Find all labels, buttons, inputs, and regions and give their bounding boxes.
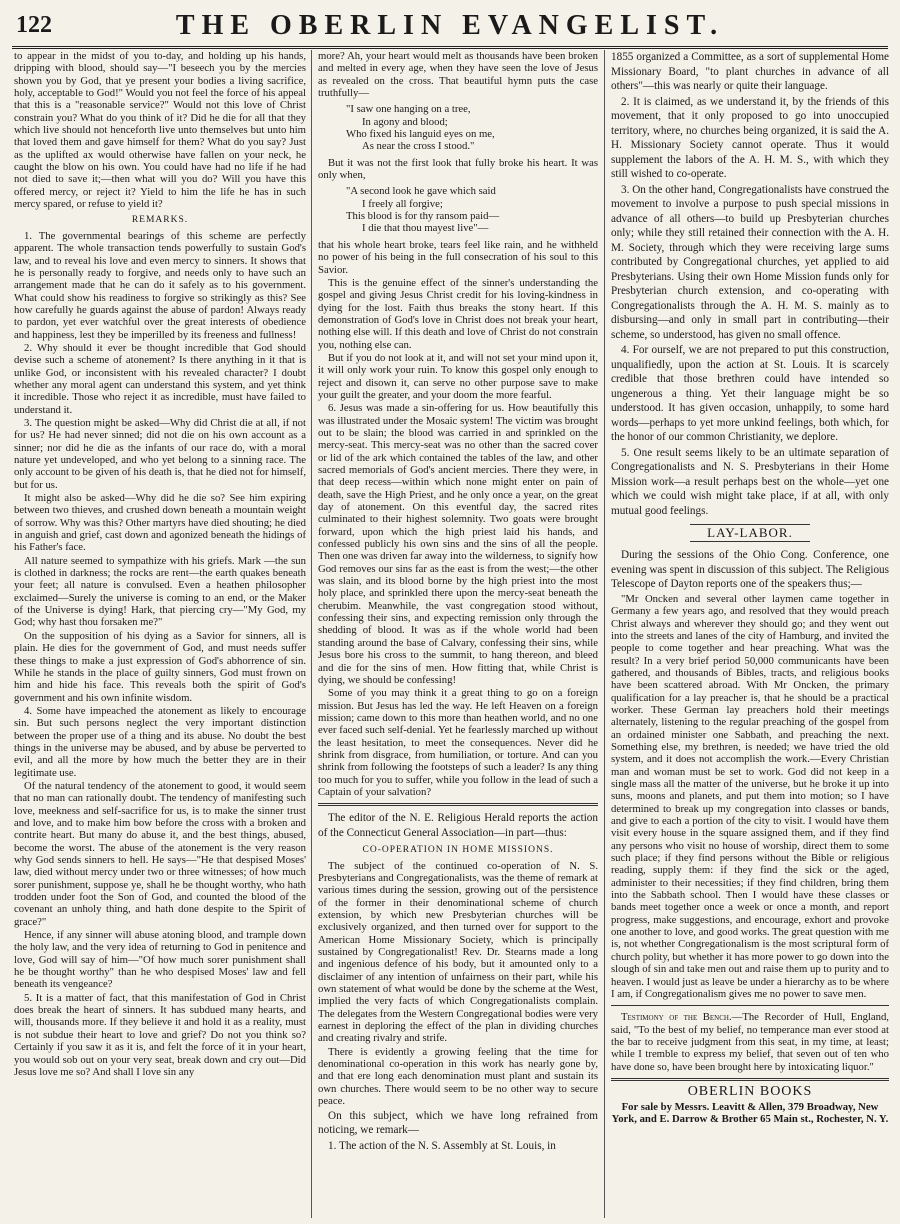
paragraph: 3. On the other hand, Congregationalists have construed the movement to involve a purpose to push special missions in advance of all others—to build up Presbyterian churches only; while they still retained their connection with the A. H. M. Society, through which they were receiving large sums contributed by Congregational churches, yet applied to aid Presbyterians. Using their own Home Mission funds only for Presbyterian church extension, and co-operating with Congregationalists through the A. H. M. S. mainly as to disbursing—and only in small part in contributing—their scheme, so understood, has given no small offence. bbox=[611, 183, 889, 341]
paragraph: Hence, if any sinner will abuse atoning blood, and trample down the holy law, and the very idea of returning to God in penitence and love, God will say of him—"Of how much sorer punishment shall he be thought worthy" than he who despised Moses' law and fell beneath its vengeance? bbox=[14, 929, 306, 991]
verse-line: This blood is for thy ransom paid— bbox=[346, 210, 500, 223]
cooperation-heading: CO-OPERATION IN HOME MISSIONS. bbox=[362, 845, 554, 856]
paragraph: 1855 organized a Committee, as a sort of supplemental Home Missionary Board, "to plant churches in advance of all others"—this was nearly or quite their language. bbox=[611, 51, 889, 92]
paragraph: On this subject, which we have long refrained from noticing, we remark— bbox=[318, 1109, 598, 1136]
testimony-title: Testimony of the Bench. bbox=[621, 1011, 732, 1024]
hymn-verse-1 bbox=[318, 103, 598, 152]
page-number: 122 bbox=[16, 12, 52, 38]
paragraph: On the supposition of his dying as a Savior for sinners, all is plain. He dies for the government of God, and must needs suffer these things to make a just expression of God's abhorrence of sin. While he stands in the place of guilty sinners, God must frown on him and hide his face. This reveals both the spirit of God's government and his own infinite wisdom. bbox=[14, 629, 306, 704]
testimony-text: —The Recorder of Hull, England, said, "To the best of my belief, no temperance man ever stood at the bar to receive judgment from this seat, in my time, at least; while I tremble to express my belief, that seven out of ten who have done so, have been brought here by intoxicating liquor." bbox=[611, 1011, 889, 1073]
oberlin-books-notice: For sale by Messrs. Leavitt & Allen, 379 Broadway, New York, and E. Darrow & Brother 65 Main st., Rochester, N. Y. bbox=[611, 1101, 889, 1126]
column-divider bbox=[311, 50, 312, 1218]
paragraph: 2. Why should it ever be thought incredible that God should devise such a scheme of atonement? Is there anything in it that is unlike God, or inconsistent with his revealed character? I doubt whether any moral agent can understand this system, and yet think it incredible. Those who reject it as incredible, must have failed to understand it. bbox=[14, 341, 306, 416]
verse-line: I die that thou mayest live"— bbox=[362, 222, 489, 235]
paragraph: 5. One result seems likely to be an ultimate separation of Congregationalists and N. S. Presbyterians in their Home Mission work—a result perhaps best on the whole—yet one which we could wish might take place, if at all, with only mutual good feelings. bbox=[611, 446, 889, 517]
verse-line: In agony and blood; bbox=[362, 115, 448, 128]
paragraph: During the sessions of the Ohio Cong. Conference, one evening was spent in discussion of this subject. The Religious Telescope of Dayton reports one of the speakers thus;— bbox=[611, 549, 889, 591]
section-rule bbox=[318, 803, 598, 806]
paragraph: that his whole heart broke, tears feel like rain, and he withheld no power of his being in the full consecration of his soul to this Savior. bbox=[318, 238, 598, 276]
testimony-paragraph bbox=[611, 1011, 889, 1073]
column-2 bbox=[318, 50, 598, 1218]
verse-line: "A second look he gave which said bbox=[346, 185, 496, 198]
lay-labor-heading: LAY-LABOR. bbox=[690, 524, 810, 542]
paragraph: All nature seemed to sympathize with his griefs. Mark —the sun is clothed in darkness; the rocks are rent—the earth quakes beneath your feet; all nature is convulsed. Even a heathen philosopher exclaimed—Surely the universe is coming to an end, or the Maker of the Universe is dying! Hark, that piercing cry—"My God, my God; why hast thou forsaken me?" bbox=[14, 554, 306, 629]
paragraph: 1. The action of the N. S. Assembly at St. Louis, in bbox=[328, 1139, 556, 1152]
paragraph: There is evidently a growing feeling that the time for denominational co-operation in this work has nearly gone by, and that ere long each denomination must plant and sustain its own churches. There would seem to be no other way to secure peace. bbox=[318, 1045, 598, 1108]
paragraph: The subject of the continued co-operation of N. S. Presbyterians and Congregationalists, was the theme of remark at various times during the session, growing out of the persistence of the former in their denominational scheme of church extension, by which new Presbyterian churches will be exclusively organized, and then turned over for support to the American Home Missionary Society, which is principally sustained by Congregationalist! Rev. Dr. Stearns made a long and ingenious defence of his body, but it amounted only to a disclaimer of any intention of unfairness on their part, while his own statement of what would be done by the scheme at the West, implied the very facts of which Congregationalists complain. The delegates from the Western Congregational bodies were very earnest in deploring the effect of the plan in dividing churches and creating rivalry and strife. bbox=[318, 859, 598, 1045]
section-rule bbox=[611, 1078, 889, 1081]
paragraph: 5. It is a matter of fact, that this manifestation of God in Christ does break the heart of sinners. It has subdued many hearts, and will, thousands more. If they believe it and hold it as a reality, must is not subdue their heart to love and grief? Do not you think so? Certainly if you saw it as it is, and felt the force of it in your heart, you would sob out on your very seat, break down and cry out—Did Jesus love me so? And shall I love sin any bbox=[14, 991, 306, 1078]
newspaper-title: THE OBERLIN EVANGELIST. bbox=[175, 10, 725, 41]
column-3 bbox=[611, 50, 889, 1218]
paragraph: Of the natural tendency of the atonement to good, it would seem that no man can rationally doubt. The tendency of manifesting such love, meekness and self-sacrifice for us, is to make the sinner trust and love, and to make him bow before the cross with a broken and contrite heart. But many do abuse it, and the best things, abused, become the worst. The abuse of the atonement is the very reason why God sends sinners to hell. He says—"He that despised Moses' law, died without mercy under two or three witnesses; of how much sorer punishment, suppose ye, shall he be thought worthy, who hath trodden under foot the Son of God, and counted the blood of the covenant an unholy thing, and hath done despite to the Spirit of grace?" bbox=[14, 779, 306, 928]
hymn-verse-2 bbox=[318, 185, 598, 234]
paragraph: The editor of the N. E. Religious Herald reports the action of the Connecticut General Association—in part—thus: bbox=[318, 812, 598, 839]
verse-line: Who fixed his languid eyes on me, bbox=[346, 128, 495, 141]
paragraph: 6. Jesus was made a sin-offering for us. How beautifully this was illustrated under the Mosaic system! The victim was brought out to be slain; the blood was carried in and sprinkled on the mercy-seat. This mercy-seat was no other than the sacred cover or lid of the ark which contained the tables of the law, and other sacred memorials of God's ancient mercies. There they were, in that deep recess—within which none might enter on pain of death, save the High Priest, and he only once a year, on the great day of atonement. On this eventful day, the sacred rites culminated to their highest solemnity. Two goats were brought forward, upon which the high priest laid his hands, and confessed publicly his own sins and the sins of all the people. Then one was driven far away into the wilderness, to signify how God removes our sins far as the east is from the west;—the other was slain, and its blood borne by the high priest into the most holy place, and sprinkled there upon the mercy-seat beneath the cherubim. Meanwhile, the vast congregation stood without, confessing their sins, and expecting remission only through the shedding of blood. It was as if the whole world had been standing around the base of Calvary, confessing their sins, while Jesus bore his cross to the summit, to hang thereon, and bleed and die for the sins of men. How fitting that, while Christ is dying, we should be confessing! bbox=[318, 402, 598, 686]
paragraph: This is the genuine effect of the sinner's understanding the gospel and giving Jesus Christ credit for his loving-kindness in dying for the lost. Faith thus breaks the stony heart. If this demonstration of God's love in Christ does not break your heart, nothing else will. If this death and love of Christ do not constrain you, nothing else can. bbox=[318, 276, 598, 351]
section-rule bbox=[611, 1005, 889, 1006]
paragraph: to appear in the midst of you to-day, and holding up his hands, dripping with blood, should say—"I beseech you by the mercies shown you by God, that ye present your bodies a living sacrifice, holy, acceptable to God!" Would you not feel the force of his appeal that this is a "reasonable service?" Would not this love of Christ constrain you? What do you think of it? Did he die for all that they which live should not henceforth live unto themselves but unto him that loved them and gave himself for them? What do you say? Just as the uplifted ax would otherwise have fallen on your neck, he caught the blow on his own. You could have had no life if he had not died to save it;—then what will you do? Will you have this offered mercy, or reject it? Yield to him the life he has in such mercy spared, or refuse to yield it? bbox=[14, 50, 306, 211]
oberlin-books-heading: OBERLIN BOOKS bbox=[687, 1083, 813, 1099]
paragraph: 3. The question might be asked—Why did Christ die at all, if not for us? He had never sinned; did not die on his own account as a sinner; nor did he die as the infants of our race do, with a moral nature yet undeveloped, and who yet belong to a sinning race. The only account to be given of his death is, that he died not for himself, but for us. bbox=[14, 416, 306, 491]
paragraph: 2. It is claimed, as we understand it, by the friends of this movement, that it only proposed to go into unoccupied territory, where, no churches being organized, it is said the A. H. Missionary Society cannot operate. Thus it would supplement the labors of the A. H. M. S., with which they still wished to co-operate. bbox=[611, 95, 889, 180]
verse-line: I freely all forgive; bbox=[362, 197, 443, 210]
verse-line: "I saw one hanging on a tree, bbox=[346, 103, 471, 116]
paragraph: more? Ah, your heart would melt as thousands have been broken and melted in every age, when they have seen the love of Jesus as revealed on the cross. That beautiful hymn puts the case truthfully— bbox=[318, 50, 598, 100]
masthead-rule bbox=[12, 46, 888, 49]
paragraph: But if you do not look at it, and will not set your mind upon it, it will only work your ruin. To know this gospel only enough to reject and disown it, can serve no other purpose save to make your guilt the greater, and your doom the more fearful. bbox=[318, 351, 598, 401]
paragraph: Some of you may think it a great thing to go on a foreign mission. But Jesus has led the way. He left Heaven on a foreign mission; came down to this more than heathen world, and no one ever faced such self-denial. Yet he fearlessly marched up without the least hesitation, to meet the consequences. Never did he shrink from disgrace, from humiliation, or torture. And can you shrink from following the footsteps of such a leader? Is any thing too much for you to suffer, while you follow in the lead of such a Captain of your salvation? bbox=[318, 687, 598, 798]
paragraph: "Mr Oncken and several other laymen came together in Germany a few years ago, and resolved that they would preach Christ always and wherever they should go; and they went out into the streets and lanes of the city of Hamburg, and invited the people to come together and hear preaching. What was the result? In a very brief period 50,000 communicants have been gathered, and thousands of Bibles, tracts, and religious books have been scattered abroad. With Mr Oncken, the primary qualification for a lay preacher is, that he should be a practical worker. These German lay preachers hold their meetings alternately, listening to the regular preaching of the gospel from an ordained minister one Sabbath, and preaching the next. Something else, my brethren, is needed; we have tried the old system, and it does not accomplish the work.—Every Christian man and woman must be set to work. God did not keep in a single mass all the matter of the universe, but he broke it up into suns, moons and planets, and put them into motion; so I have determined to break up my congregation into classes or bands, and give to each a portion of the city to visit. I would have them visit every house in the square assigned them, and if they find any persons who visit no house of worship, direct them to some such place; if they find persons without the Bible or religious reading, supply them: if they find the sick or the aged, administer to their necessities; if they find children, bring them into the Sabbath school. Then I would have these classes or bands meet together once a week or once a month, and report progress, make suggestions, and encourage, exhort and provoke one another to love, and good works. The great question with me is, not whether Congregationalism is the most scriptural form of church polity, but whether it has more power to go down into the slough of sin and take men out and raise them up to purity and to heaven. I would just as leave be under a hierarchy as to be where I am, if Congregationalism gives me no power to save men. bbox=[611, 592, 889, 1000]
remarks-heading: REMARKS. bbox=[131, 215, 189, 226]
verse-line: As near the cross I stood." bbox=[362, 140, 475, 153]
paragraph: 4. For ourself, we are not prepared to put this construction, unqualifiedly, upon the action at St. Louis. It is scarcely credible that those brethren could have intended so ungenerous a thing. Yet their language might be so understood. It has given occasion, unhappily, to some hard words—perhaps to yet more unkind feelings, both which, for the honor of our common Christianity, we deplore. bbox=[611, 344, 889, 443]
paragraph: But it was not the first look that fully broke his heart. It was only when, bbox=[318, 156, 598, 182]
paragraph: It might also be asked—Why did he die so? See him expiring between two thieves, and crushed down beneath a mountain weight of sorrow. Why was this? Other martyrs have died shouting; he died in anguish and grief, cast down and agonized beneath the hidings of his Father's face. bbox=[14, 492, 306, 554]
column-divider bbox=[604, 50, 605, 1218]
column-1 bbox=[14, 50, 306, 1218]
paragraph: 1. The governmental bearings of this scheme are perfectly apparent. The whole transaction tends powerfully to sustain God's law, and to reveal his love and even mercy to sinners. It shows that he is personally ready to forgive, and needs only to have such an arrangement made that he can do it safely as to his government. What could show his readiness to forgive so strikingly as this? See how carefully he guards against the abuse of pardon! Always ready to pardon, yet ever watchful over the great interests of obedience and happiness, lest they be imperilled by its freeness and fullness! bbox=[14, 229, 306, 341]
masthead bbox=[12, 10, 888, 44]
paragraph: 4. Some have impeached the atonement as likely to encourage sin. But such persons neglect the very important distinction between the proper use of a thing and its abuse. No doubt the best things in the universe may be abused, and by abuse be perverted to evil, and all the more by how much the better they are in their legitimate use. bbox=[14, 704, 306, 779]
